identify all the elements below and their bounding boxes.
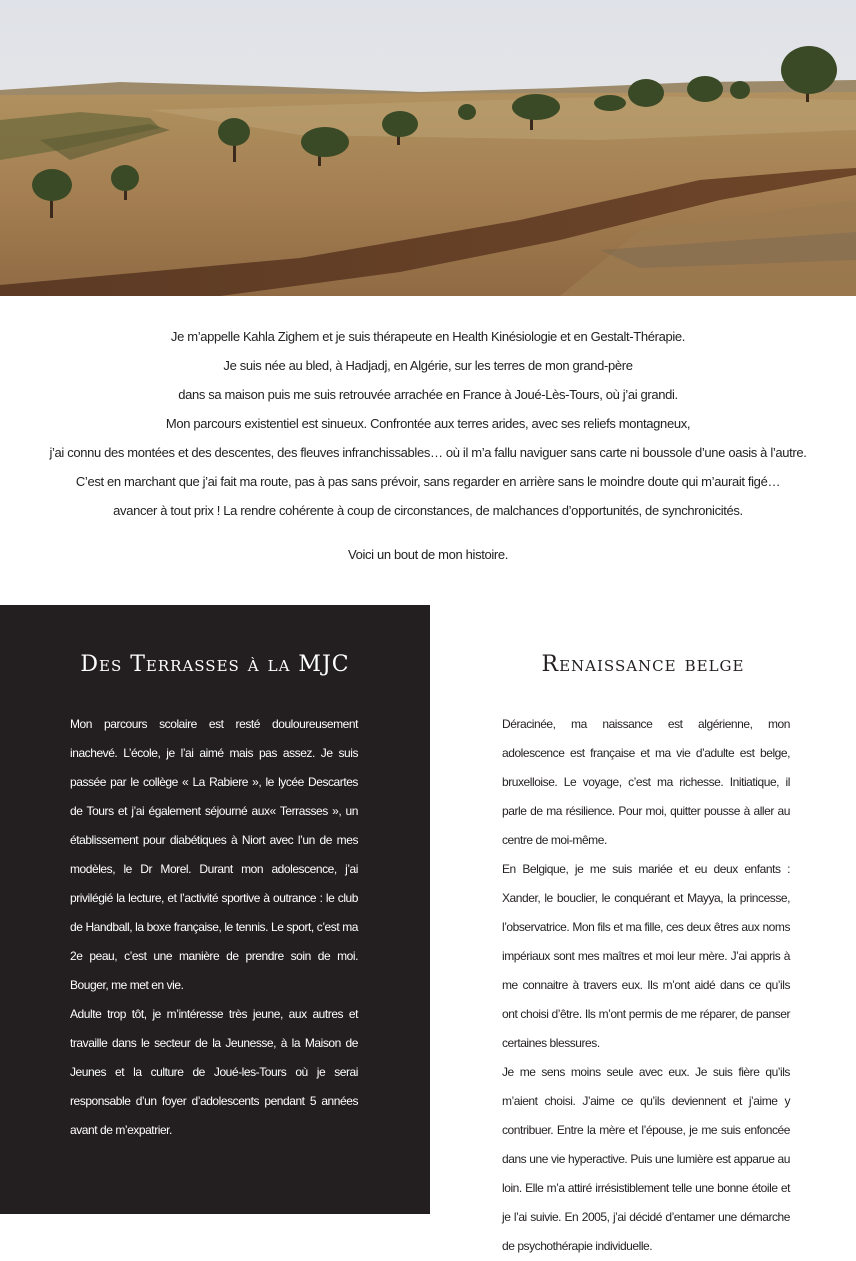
- paragraph: Déracinée, ma naissance est algérienne, mon adolescence est française et ma vie d’adulte est belge, bruxelloise. Le voyage, c’est ma richesse. Initiatique, il parle de ma résilience. Pour moi, quitter pousse à aller au centre de moi-même.: [502, 717, 790, 847]
- intro-line: j’ai connu des montées et des descentes, des fleuves infranchissables… où il m’a fallu naviguer sans carte ni boussole d’une oasis à l’autre.: [49, 445, 807, 460]
- intro-line: Mon parcours existentiel est sinueux. Confrontée aux terres arides, avec ses reliefs montagneux,: [165, 416, 691, 431]
- paragraph: En Belgique, je me suis mariée et eu deux enfants : Xander, le bouclier, le conquérant et Mayya, la princesse, l’observatrice. Mon fils et ma fille, ces deux êtres aux noms impériaux sont mes maîtres et moi leur mère. J’ai appris à me connaitre à travers eux. Ils m’ont aidé dans ce qu’ils ont choisi d’être. Ils m’ont permis de me réparer, de panser certaines blessures.: [502, 862, 790, 1050]
- intro-closing: Voici un bout de mon histoire.: [347, 547, 509, 562]
- paragraph: Adulte trop tôt, je m’intéresse très jeune, aux autres et travaille dans le secteur de la Jeunesse, à la Maison de Jeunes et la culture de Joué-les-Tours où je serai responsable d’un foyer d’adolescents pendant 5 années avant de m’expatrier.: [70, 1007, 358, 1137]
- right-section-body: [502, 710, 790, 1261]
- paragraph: Mon parcours scolaire est resté douloureusement inachevé. L’école, je l’ai aimé mais pas assez. Je suis passée par le collège « La Rabiere », le lycée Descartes de Tours et j’ai également séjourné aux« Terrasses », un établissement pour diabétiques à Niort avec l’un de mes modèles, le Dr Morel. Durant mon adolescence, j’ai privilégié la lecture, et l’activité sportive à outrance : le club de Handball, la boxe française, le tennis. Le sport, c’est ma 2e peau, c’est une manière de prendre soin de moi. Bouger, me met en vie.: [70, 717, 358, 992]
- right-section-heading: Renaissance belge: [541, 652, 745, 677]
- intro-line: dans sa maison puis me suis retrouvée arrachée en France à Joué-Lès-Tours, où j’ai grandi.: [178, 387, 678, 402]
- intro-text: [0, 322, 856, 569]
- intro-line: Je suis née au bled, à Hadjadj, en Algérie, sur les terres de mon grand-père: [223, 358, 633, 373]
- left-section-body: [70, 710, 358, 1145]
- right-section: [430, 605, 856, 1253]
- intro-line: C’est en marchant que j’ai fait ma route, pas à pas sans prévoir, sans regarder en arrière sans le moindre doute qui m’aurait figé…: [75, 474, 781, 489]
- intro-line: Je m’appelle Kahla Zighem et je suis thérapeute en Health Kinésiologie et en Gestalt-Thérapie.: [170, 329, 686, 344]
- left-section: [0, 605, 430, 1214]
- intro-line: avancer à tout prix ! La rendre cohérente à coup de circonstances, de malchances d’opportunités, de synchronicités.: [113, 503, 743, 518]
- landscape-photo: [0, 0, 856, 296]
- left-section-heading: Des Terrasses à la MJC: [80, 652, 350, 677]
- paragraph: Je me sens moins seule avec eux. Je suis fière qu’ils m’aient choisi. J’aime ce qu’ils deviennent et j’aime y contribuer. Entre la mère et l’épouse, je me suis enfoncée dans une vie hyperactive. Puis une lumière est apparue au loin. Elle m’a attiré irrésistiblement telle une bonne étoile et je l’ai suivie. En 2005, j’ai décidé d’entamer une démarche de psychothérapie individuelle.: [502, 1065, 790, 1253]
